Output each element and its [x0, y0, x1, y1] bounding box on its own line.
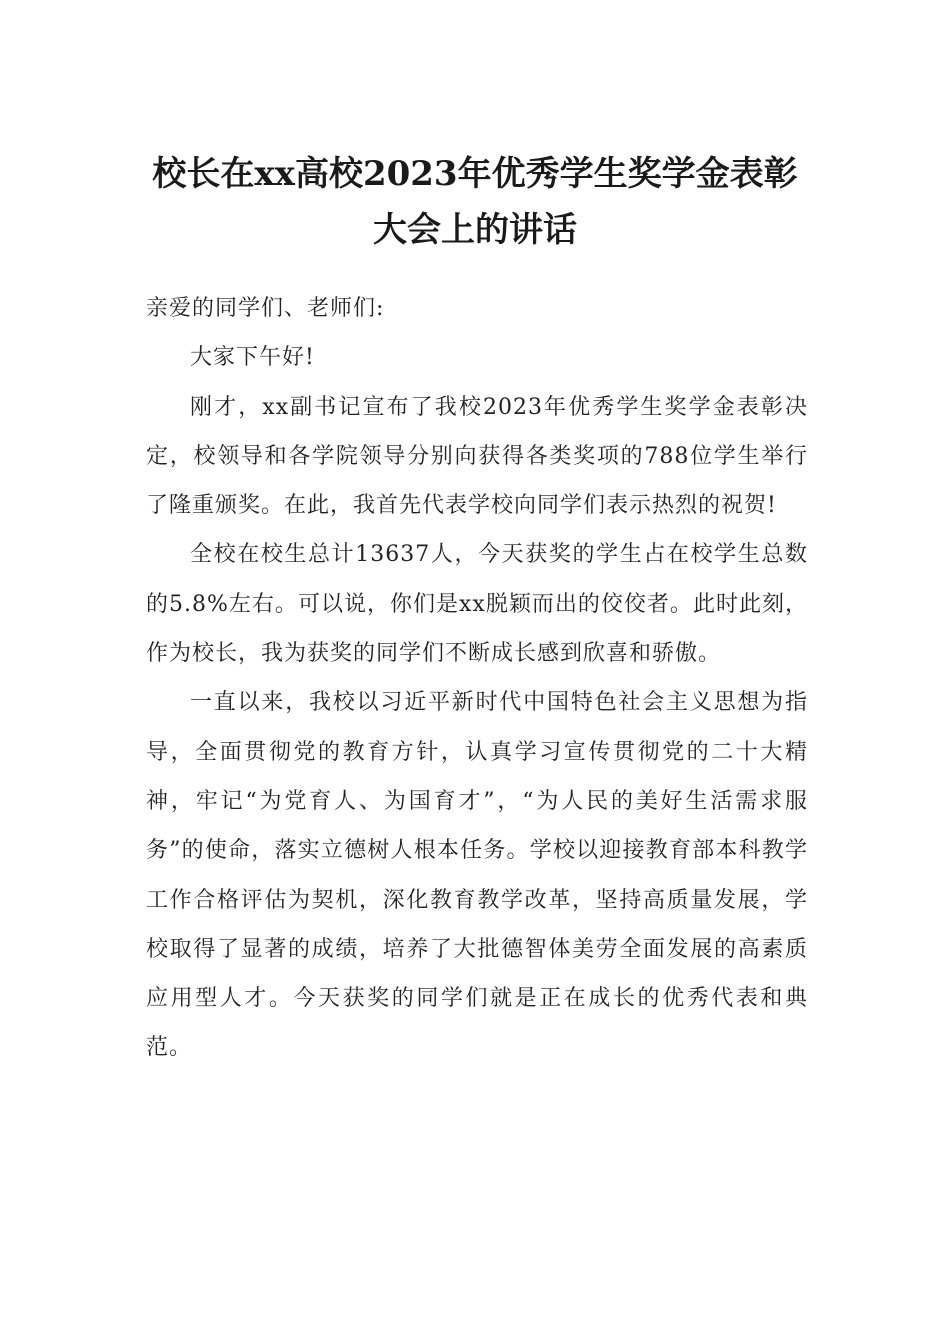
- paragraph-statistics: 全校在校生总计13637人，今天获奖的学生占在校学生总数的5.8%左右。可以说，你们是xx脱颖而出的佼佼者。此时此刻，作为校长，我为获奖的同学们不断成长感到欣喜和骄傲。: [146, 542, 808, 667]
- salutation: 亲爱的同学们、老师们:: [146, 296, 385, 321]
- paragraph-school-achievements: 一直以来，我校以习近平新时代中国特色社会主义思想为指导，全面贯彻党的教育方针，认真学习宣传贯彻党的二十大精神，牢记“为党育人、为国育才”，“为人民的美好生活需求服务”的使命，落实立德树人根本任务。学校以迎接教育部本科教学工作合格评估为契机，深化教育教学改革，坚持高质量发展，学校取得了显著的成绩，培养了大批德智体美劳全面发展的高素质应用型人才。今天获奖的同学们就是正在成长的优秀代表和典范。: [146, 690, 808, 1061]
- paragraph-greeting: 大家下午好!: [190, 345, 315, 371]
- paragraph-award-announcement: 刚才，xx副书记宣布了我校2023年优秀学生奖学金表彰决定，校领导和各学院领导分别向获得各类奖项的788位学生举行了隆重颁奖。在此，我首先代表学校向同学们表示热烈的祝贺!: [146, 394, 808, 519]
- document-body: [146, 284, 808, 1073]
- title-line-1: 校长在xx高校2023年优秀学生奖学金表彰: [152, 154, 798, 194]
- title-line-2: 大会上的讲话: [373, 210, 577, 250]
- document-title: [130, 146, 820, 258]
